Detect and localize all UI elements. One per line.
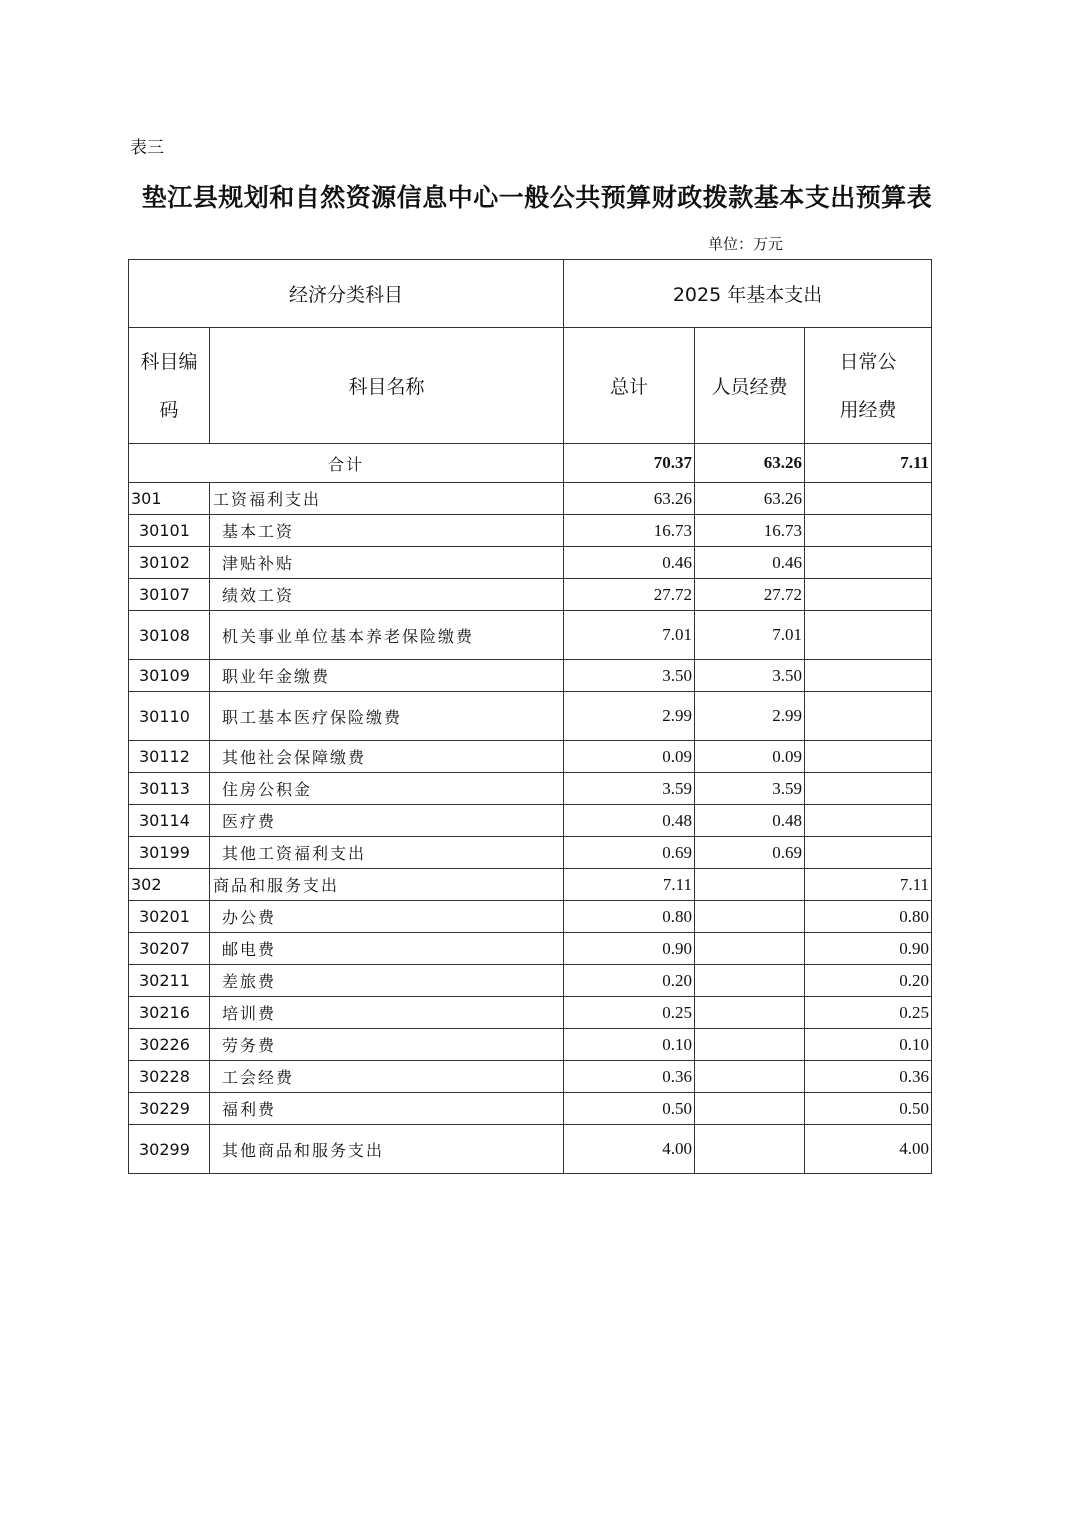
row-name: 其他工资福利支出	[210, 837, 564, 869]
row-code: 30113	[129, 773, 210, 805]
row-personnel: 3.59	[695, 773, 805, 805]
row-total: 0.20	[564, 965, 695, 997]
row-name: 劳务费	[210, 1029, 564, 1061]
table-row	[129, 1029, 932, 1061]
row-name: 基本工资	[210, 515, 564, 547]
row-name: 工会经费	[210, 1061, 564, 1093]
row-total: 0.50	[564, 1093, 695, 1125]
table-label: 表三	[130, 138, 164, 158]
row-public	[805, 805, 932, 837]
row-code: 30114	[129, 805, 210, 837]
row-personnel: 0.09	[695, 741, 805, 773]
row-personnel: 0.69	[695, 837, 805, 869]
row-total: 27.72	[564, 579, 695, 611]
row-code: 301	[129, 483, 210, 515]
total-personnel: 63.26	[695, 444, 805, 483]
table-row	[129, 837, 932, 869]
table-row	[129, 692, 932, 741]
unit-label: 单位：万元	[708, 235, 784, 253]
row-code: 30226	[129, 1029, 210, 1061]
row-public	[805, 741, 932, 773]
row-public	[805, 611, 932, 660]
table-row	[129, 1093, 932, 1125]
row-code: 30228	[129, 1061, 210, 1093]
table-row	[129, 933, 932, 965]
row-personnel	[695, 965, 805, 997]
row-code: 30211	[129, 965, 210, 997]
row-personnel	[695, 901, 805, 933]
row-public: 0.36	[805, 1061, 932, 1093]
header-code: 科目编码	[129, 328, 210, 444]
page-title: 垫江县规划和自然资源信息中心一般公共预算财政拨款基本支出预算表	[141, 183, 933, 212]
row-name: 住房公积金	[210, 773, 564, 805]
row-personnel: 3.50	[695, 660, 805, 692]
row-code: 302	[129, 869, 210, 901]
row-name: 差旅费	[210, 965, 564, 997]
row-public: 7.11	[805, 869, 932, 901]
header-name: 科目名称	[210, 328, 564, 444]
row-code: 30201	[129, 901, 210, 933]
table-row	[129, 805, 932, 837]
row-public	[805, 579, 932, 611]
header-row-1	[129, 260, 932, 328]
row-code: 30199	[129, 837, 210, 869]
table-row	[129, 773, 932, 805]
row-name: 其他商品和服务支出	[210, 1125, 564, 1174]
row-total: 16.73	[564, 515, 695, 547]
row-name: 机关事业单位基本养老保险缴费	[210, 611, 564, 660]
row-personnel: 63.26	[695, 483, 805, 515]
row-personnel: 16.73	[695, 515, 805, 547]
row-code: 30107	[129, 579, 210, 611]
row-code: 30108	[129, 611, 210, 660]
row-code: 30299	[129, 1125, 210, 1174]
table-row	[129, 483, 932, 515]
row-name: 职工基本医疗保险缴费	[210, 692, 564, 741]
row-public: 0.20	[805, 965, 932, 997]
table-row	[129, 660, 932, 692]
row-code: 30110	[129, 692, 210, 741]
row-personnel	[695, 1029, 805, 1061]
row-name: 办公费	[210, 901, 564, 933]
row-public	[805, 547, 932, 579]
row-total: 63.26	[564, 483, 695, 515]
row-personnel: 2.99	[695, 692, 805, 741]
row-total: 3.59	[564, 773, 695, 805]
total-public: 7.11	[805, 444, 932, 483]
row-name: 商品和服务支出	[210, 869, 564, 901]
row-personnel	[695, 1093, 805, 1125]
row-personnel	[695, 1061, 805, 1093]
row-total: 0.48	[564, 805, 695, 837]
row-public: 0.90	[805, 933, 932, 965]
row-name: 工资福利支出	[210, 483, 564, 515]
row-name: 培训费	[210, 997, 564, 1029]
row-personnel	[695, 997, 805, 1029]
row-public	[805, 660, 932, 692]
row-total: 7.01	[564, 611, 695, 660]
table-row	[129, 869, 932, 901]
total-label: 合计	[129, 444, 564, 483]
row-total: 0.09	[564, 741, 695, 773]
row-total: 0.80	[564, 901, 695, 933]
row-personnel: 0.46	[695, 547, 805, 579]
row-name: 其他社会保障缴费	[210, 741, 564, 773]
header-public: 日常公用经费	[805, 328, 932, 444]
row-personnel: 0.48	[695, 805, 805, 837]
table-row	[129, 997, 932, 1029]
row-code: 30229	[129, 1093, 210, 1125]
row-total: 0.90	[564, 933, 695, 965]
table-row	[129, 1061, 932, 1093]
row-public: 0.25	[805, 997, 932, 1029]
row-total: 4.00	[564, 1125, 695, 1174]
row-name: 邮电费	[210, 933, 564, 965]
header-total: 总计	[564, 328, 695, 444]
row-code: 30112	[129, 741, 210, 773]
header-economic-class: 经济分类科目	[129, 260, 564, 328]
table-row	[129, 741, 932, 773]
row-personnel: 27.72	[695, 579, 805, 611]
row-personnel	[695, 869, 805, 901]
row-total: 2.99	[564, 692, 695, 741]
table-row	[129, 579, 932, 611]
row-public	[805, 837, 932, 869]
table-row	[129, 965, 932, 997]
table-row	[129, 1125, 932, 1174]
table-row	[129, 901, 932, 933]
table-row	[129, 611, 932, 660]
row-personnel: 7.01	[695, 611, 805, 660]
table-row	[129, 547, 932, 579]
total-total: 70.37	[564, 444, 695, 483]
row-code: 30216	[129, 997, 210, 1029]
row-public	[805, 515, 932, 547]
row-name: 津贴补贴	[210, 547, 564, 579]
row-total: 7.11	[564, 869, 695, 901]
row-public: 0.50	[805, 1093, 932, 1125]
row-total: 0.69	[564, 837, 695, 869]
row-total: 0.46	[564, 547, 695, 579]
row-name: 医疗费	[210, 805, 564, 837]
row-public: 0.80	[805, 901, 932, 933]
row-personnel	[695, 1125, 805, 1174]
header-year-basic-expenditure: 2025 年基本支出	[564, 260, 932, 328]
row-public: 4.00	[805, 1125, 932, 1174]
header-personnel: 人员经费	[695, 328, 805, 444]
row-code: 30207	[129, 933, 210, 965]
row-name: 职业年金缴费	[210, 660, 564, 692]
row-name: 绩效工资	[210, 579, 564, 611]
row-public	[805, 773, 932, 805]
row-code: 30109	[129, 660, 210, 692]
row-total: 0.10	[564, 1029, 695, 1061]
budget-table	[128, 259, 932, 1174]
row-public	[805, 692, 932, 741]
row-name: 福利费	[210, 1093, 564, 1125]
row-code: 30101	[129, 515, 210, 547]
row-code: 30102	[129, 547, 210, 579]
row-total: 0.36	[564, 1061, 695, 1093]
row-public: 0.10	[805, 1029, 932, 1061]
row-public	[805, 483, 932, 515]
total-row	[129, 444, 932, 483]
row-total: 3.50	[564, 660, 695, 692]
row-total: 0.25	[564, 997, 695, 1029]
table-row	[129, 515, 932, 547]
row-personnel	[695, 933, 805, 965]
header-row-2	[129, 328, 932, 444]
